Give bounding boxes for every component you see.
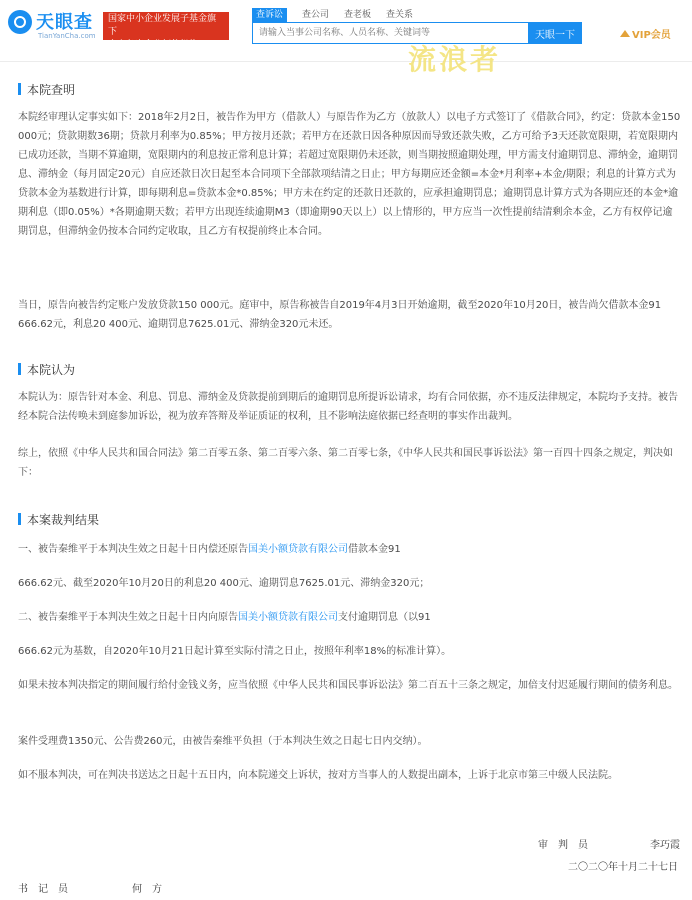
section-marker-icon — [18, 513, 21, 525]
clerk-label: 书 记 员 — [18, 884, 68, 895]
verdict-item-1-continued: 666.62元、截至2020年10月20日的利息20 400元、逾期罚息7625.01元、滞纳金320元； — [18, 578, 430, 589]
finding-paragraph-1: 本院经审理认定事实如下：2018年2月2日，被告作为甲方（借款人）与原告作为乙方（放款人）以电子方式签订了《借款合同》，约定：贷款本金150 000元；贷款期数36期；贷款月利率为0.85%；甲方按月还款；若甲方在还款日因各种原因而导致还款失败，乙方可给予3天还款宽限期，若宽限期内已成功还款，当期不算逾期，宽限期内的利息按正常利息计算；若超过宽限期仍未还款，则当期按照逾期处理，甲方需支付逾期罚息、滞纳金，逾期罚息、滞纳金（每月固定20元）自应还款日次日起至本合同项下全部款项结清之日止；甲方每期应还金额=本金*月利率+本金/期限；利息的计算方式为贷款本金为基数进行计算，即每期利息=贷款本金*0.85%；甲方未在约定的还款日还款的，应承担逾期罚息；逾期罚息计算方式为各期应还的本金*逾期利息（即0.05%）*各期逾期天数；若甲方出现连续逾期M3（即逾期90天以上）以上情形的，甲方应当一次性提前结清剩余本金，乙方有权停记逾期罚息，但滞纳金仍按本合同约定收取，且乙方有权提前终止本合同。 — [18, 112, 681, 237]
verdict-item-2-continued: 666.62元为基数，自2020年10月21日起计算至实际付清之日止，按照年利率18%的标准计算）。 — [18, 646, 452, 657]
verdict-1-suffix: 借款本金91 — [348, 544, 401, 555]
plaintiff-company-link[interactable]: 国美小额贷款有限公司 — [238, 612, 338, 623]
verdict-item-2 — [18, 608, 682, 627]
promo-line-2: 官方备案企业征信机构 — [108, 40, 199, 50]
verdict-2-suffix: 支付逾期罚息（以91 — [338, 612, 431, 623]
section-title-text: 本院查明 — [27, 83, 76, 97]
opinion-paragraph-1: 本院认为：原告针对本金、利息、罚息、滞纳金及贷款提前到期后的逾期罚息所提诉讼请求，均有合同依据，亦不违反法律规定，本院均予支持。被告经本院合法传唤未到庭参加诉讼，视为放弃答辩及举证质证的权利，且不影响法庭依据已经查明的事实作出裁判。 — [18, 392, 678, 422]
verdict-paragraph-4: 案件受理费1350元、公告费260元，由被告秦维平负担（于本判决生效之日起七日内交纳）。 — [18, 736, 428, 747]
judgment-date: 二〇二〇年十月二十七日 — [568, 862, 678, 873]
tab-litigation[interactable]: 查诉讼 — [252, 8, 287, 22]
verdict-item-1 — [18, 540, 682, 559]
logo-name[interactable]: 天眼查 — [36, 12, 93, 33]
verdict-1-prefix: 一、被告秦维平于本判决生效之日起十日内偿还原告 — [18, 544, 248, 555]
section-marker-icon — [18, 363, 21, 375]
tab-relation[interactable]: 查关系 — [386, 10, 414, 20]
verdict-2-prefix: 二、被告秦维平于本判决生效之日起十日内向原告 — [18, 612, 238, 623]
section-marker-icon — [18, 83, 21, 95]
verdict-paragraph-3: 如果未按本判决指定的期间履行给付金钱义务，应当依照《中华人民共和国民事诉讼法》第二百五十三条之规定，加倍支付迟延履行期间的债务利息。 — [18, 680, 678, 691]
section-title-finding — [18, 82, 75, 98]
section-title-text: 本院认为 — [27, 363, 76, 377]
judge-name: 李巧霞 — [650, 840, 680, 851]
tab-company[interactable]: 查公司 — [302, 10, 330, 20]
section-title-opinion — [18, 362, 75, 378]
clerk-name: 何 方 — [132, 884, 162, 895]
vip-label: VIP会员 — [632, 30, 671, 41]
opinion-paragraph-2: 综上，依照《中华人民共和国合同法》第二百零五条、第二百零六条、第二百零七条，《中华人民共和国民事诉讼法》第一百四十四条之规定，判决如下： — [18, 448, 673, 478]
finding-paragraph-2: 当日，原告向被告约定账户发放贷款150 000元。庭审中，原告称被告自2019年4月3日开始逾期，截至2020年10月20日，被告尚欠借款本金91 666.62元，利息20 400元、逾期罚息7625.01元、滞纳金320元未还。 — [18, 300, 662, 330]
section-title-verdict — [18, 512, 99, 528]
verdict-paragraph-5: 如不服本判决，可在判决书送达之日起十五日内，向本院递交上诉状，按对方当事人的人数提出副本，上诉于北京市第三中级人民法院。 — [18, 770, 618, 781]
watermark: 流浪者 — [408, 43, 502, 76]
section-title-text: 本案裁判结果 — [27, 513, 100, 527]
search-button[interactable]: 天眼一下 — [528, 22, 582, 44]
tab-boss[interactable]: 查老板 — [344, 10, 372, 20]
plaintiff-company-link[interactable]: 国美小额贷款有限公司 — [248, 544, 348, 555]
judge-label: 审 判 员 — [538, 840, 588, 851]
logo-domain: TianYanCha.com — [38, 32, 96, 40]
promo-line-1: 国家中小企业发展子基金旗下 — [108, 14, 217, 37]
